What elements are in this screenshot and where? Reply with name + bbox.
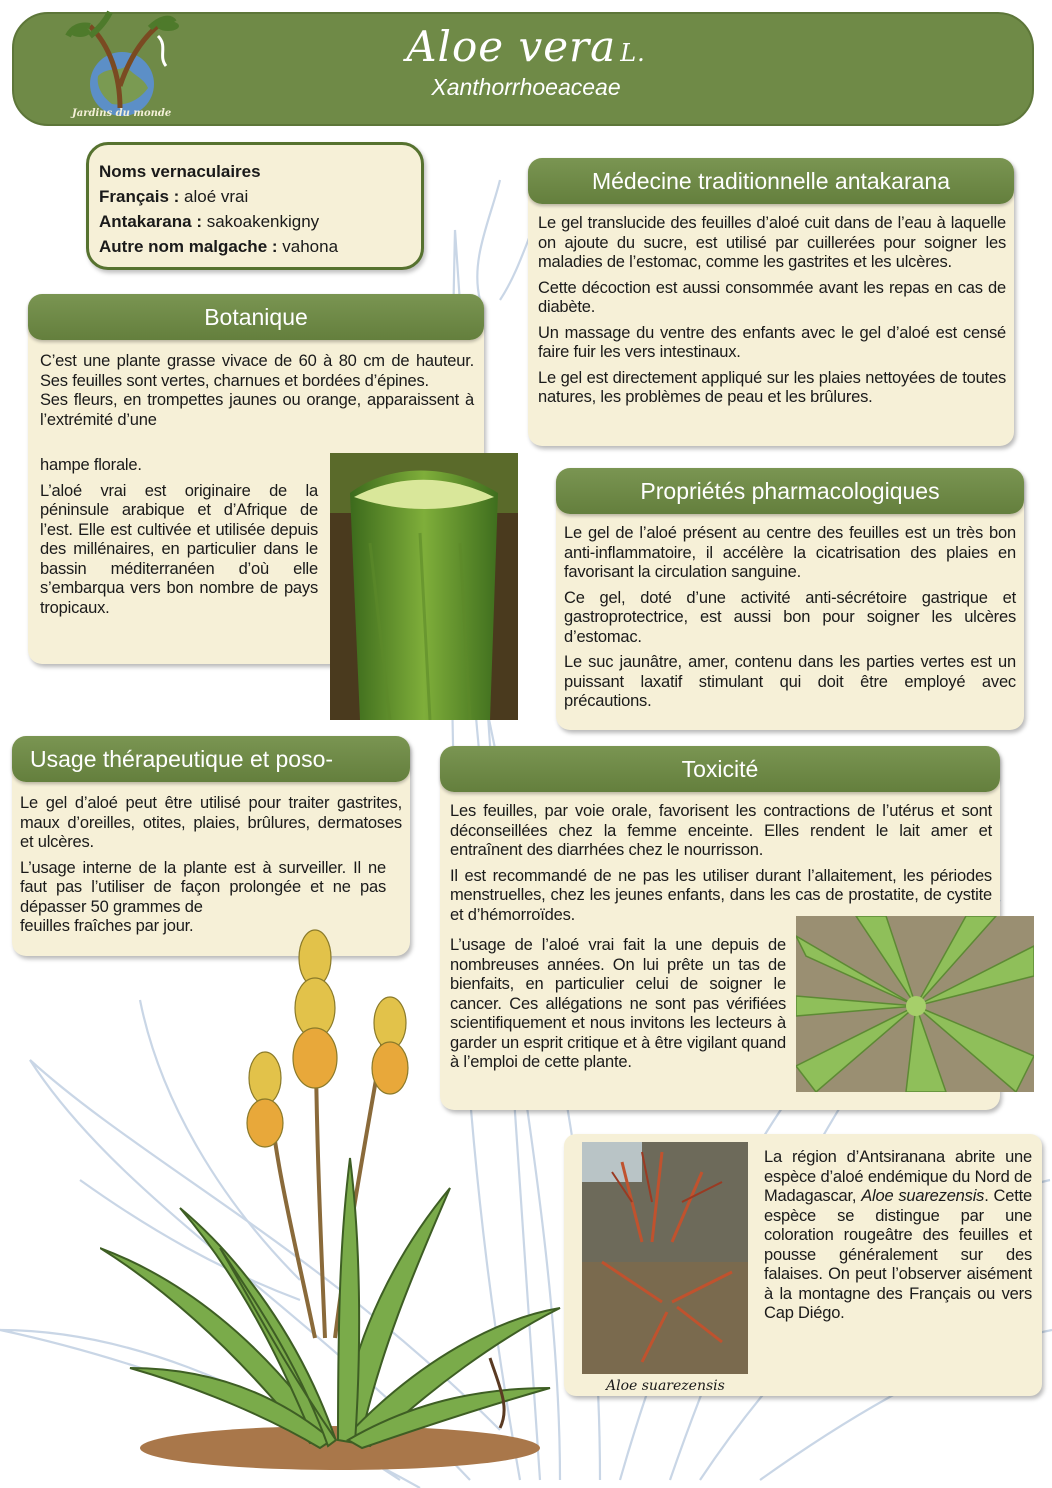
usage-p2b: feuilles fraîches par jour. bbox=[20, 917, 194, 935]
vernacular-malagasy: Autre nom malgache : vahona bbox=[99, 237, 339, 256]
botanique-p1: C’est une plante grasse vivace de 60 à 80 cm de hauteur. Ses feuilles sont vertes, charnues et bordées d’épines. bbox=[40, 352, 474, 390]
aloe-leaf-cut-photo bbox=[330, 453, 518, 720]
usage-heading: Usage thérapeutique et poso- bbox=[12, 736, 410, 782]
page-title bbox=[406, 22, 646, 71]
botanique-p2b: hampe florale. bbox=[40, 456, 142, 474]
botanique-heading: Botanique bbox=[28, 294, 484, 340]
toxicite-p1: Les feuilles, par voie orale, favorisent les contractions de l’utérus et sont déconseillées chez la femme enceinte. Elles rendent le lait amer et entraînent des diarrhées chez le nourrisson. bbox=[450, 802, 992, 859]
medecine-heading: Médecine traditionnelle antakarana bbox=[528, 158, 1014, 204]
botanique-p2a: Ses fleurs, en trompettes jaunes ou orange, apparaissent à l’extrémité d’une bbox=[40, 391, 474, 429]
vernacular-antakarana: Antakarana : sakoakenkigny bbox=[99, 212, 320, 231]
suarezensis-caption: Aloe suarezensis bbox=[606, 1378, 725, 1394]
botanique-p3: L’aloé vrai est originaire de la péninsule arabique et d’Afrique de l’est. Elle est cultivée et utilisée depuis des millénaires, en particulier dans le bassin méditerranéen d’où elle s’embarqua vers bon nombre de pays tropicaux. bbox=[40, 481, 318, 617]
toxicite-body bbox=[450, 802, 992, 931]
logo-caption: Jardins du monde bbox=[72, 108, 172, 119]
pharmaco-box bbox=[556, 468, 1024, 730]
pharmaco-p3: Le suc jaunâtre, amer, contenu dans les parties vertes est un puissant laxatif stimulant qui doit être employé avec précautions. bbox=[564, 653, 1016, 710]
toxicite-heading: Toxicité bbox=[440, 746, 1000, 792]
medecine-p1: Le gel translucide des feuilles d’aloé cuit dans de l’eau à laquelle on ajoute du sucre, est utilisé par cuillerées pour soigner les maladies de l’estomac, comme les gastrites et les ulcères. bbox=[538, 214, 1006, 271]
toxicite-p2: Il est recommandé de ne pas les utiliser durant l’allaitement, les périodes menstruelles, chez les jeunes enfants, dans les cas de prostatite, de cystite et d’hémorroïdes. bbox=[450, 866, 992, 924]
botanique-body-lower bbox=[40, 456, 318, 624]
vernacular-names-box bbox=[86, 142, 424, 270]
aloe-suarezensis-photo bbox=[582, 1142, 748, 1374]
botanique-body bbox=[40, 352, 474, 430]
medecine-box bbox=[528, 158, 1014, 446]
aloe-rosette-photo bbox=[796, 916, 1034, 1092]
toxicite-p3: L’usage de l’aloé vrai fait la une depuis de nombreuses années. On lui prête un tas de bienfaits, en particulier celui de soigner le cancer. Ces allégations ne sont pas vérifiées scientifiquement et nous invitons les lecteurs à garder un esprit critique et à être vigilant quand à l’emploi de cette plante. bbox=[450, 936, 786, 1071]
suarezensis-text-b: . Cette espèce se distingue par une coloration rougeâtre des feuilles et pousse généralement sur des falaises. On peut l’observer aisément à la montagne des Français ou vers Cap Diégo. bbox=[764, 1187, 1032, 1322]
plant-family: Xanthorrhoeaceae bbox=[431, 74, 621, 100]
suarezensis-text bbox=[764, 1148, 1032, 1324]
medecine-body bbox=[538, 214, 1006, 414]
aloe-plant-illustration bbox=[100, 918, 570, 1478]
title-wrapper bbox=[0, 22, 1052, 71]
pharmaco-p2: Ce gel, doté d’une activité anti-sécrétoire gastrique et gastroprotectrice, est aussi bon pour soigner les ulcères d’estomac. bbox=[564, 588, 1016, 646]
medecine-p2: Cette décoction est aussi consommée avant les repas en cas de diabète. bbox=[538, 278, 1006, 316]
pharmaco-heading: Propriétés pharmacologiques bbox=[556, 468, 1024, 514]
suarezensis-text-a: La région d’Antsiranana abrite une espèce d’aloé endémique du Nord de Madagascar, bbox=[764, 1148, 1032, 1205]
usage-p1: Le gel d’aloé peut être utilisé pour traiter gastrites, maux d’oreilles, otites, plaies, brûlures, dermatoses et ulcères. bbox=[20, 794, 402, 851]
medecine-p4: Le gel est directement appliqué sur les plaies nettoyées de toutes natures, les problèmes de peau et les brûlures. bbox=[538, 368, 1006, 406]
pharmaco-body bbox=[564, 524, 1016, 718]
usage-p2a: L’usage interne de la plante est à surveiller. Il ne faut pas l’utiliser de façon prolongée et ne pas dépasser 50 grammes de bbox=[20, 858, 386, 916]
vernacular-heading: Noms vernaculaires bbox=[99, 162, 261, 181]
medecine-p3: Un massage du ventre des enfants avec le gel d’aloé est censé faire fuir les vers intestinaux. bbox=[538, 323, 1006, 361]
pharmaco-p1: Le gel de l’aloé présent au centre des feuilles est un très bon anti-inflammatoire, il accélère la cicatrisation des plaies en favorisant la circulation sanguine. bbox=[564, 524, 1016, 581]
suarezensis-text-italic: Aloe suarezensis bbox=[861, 1187, 985, 1205]
usage-body bbox=[20, 794, 402, 937]
vernacular-french: Français : aloé vrai bbox=[99, 187, 249, 206]
title-author: L. bbox=[620, 39, 646, 67]
title-species: Aloe vera bbox=[406, 22, 617, 71]
